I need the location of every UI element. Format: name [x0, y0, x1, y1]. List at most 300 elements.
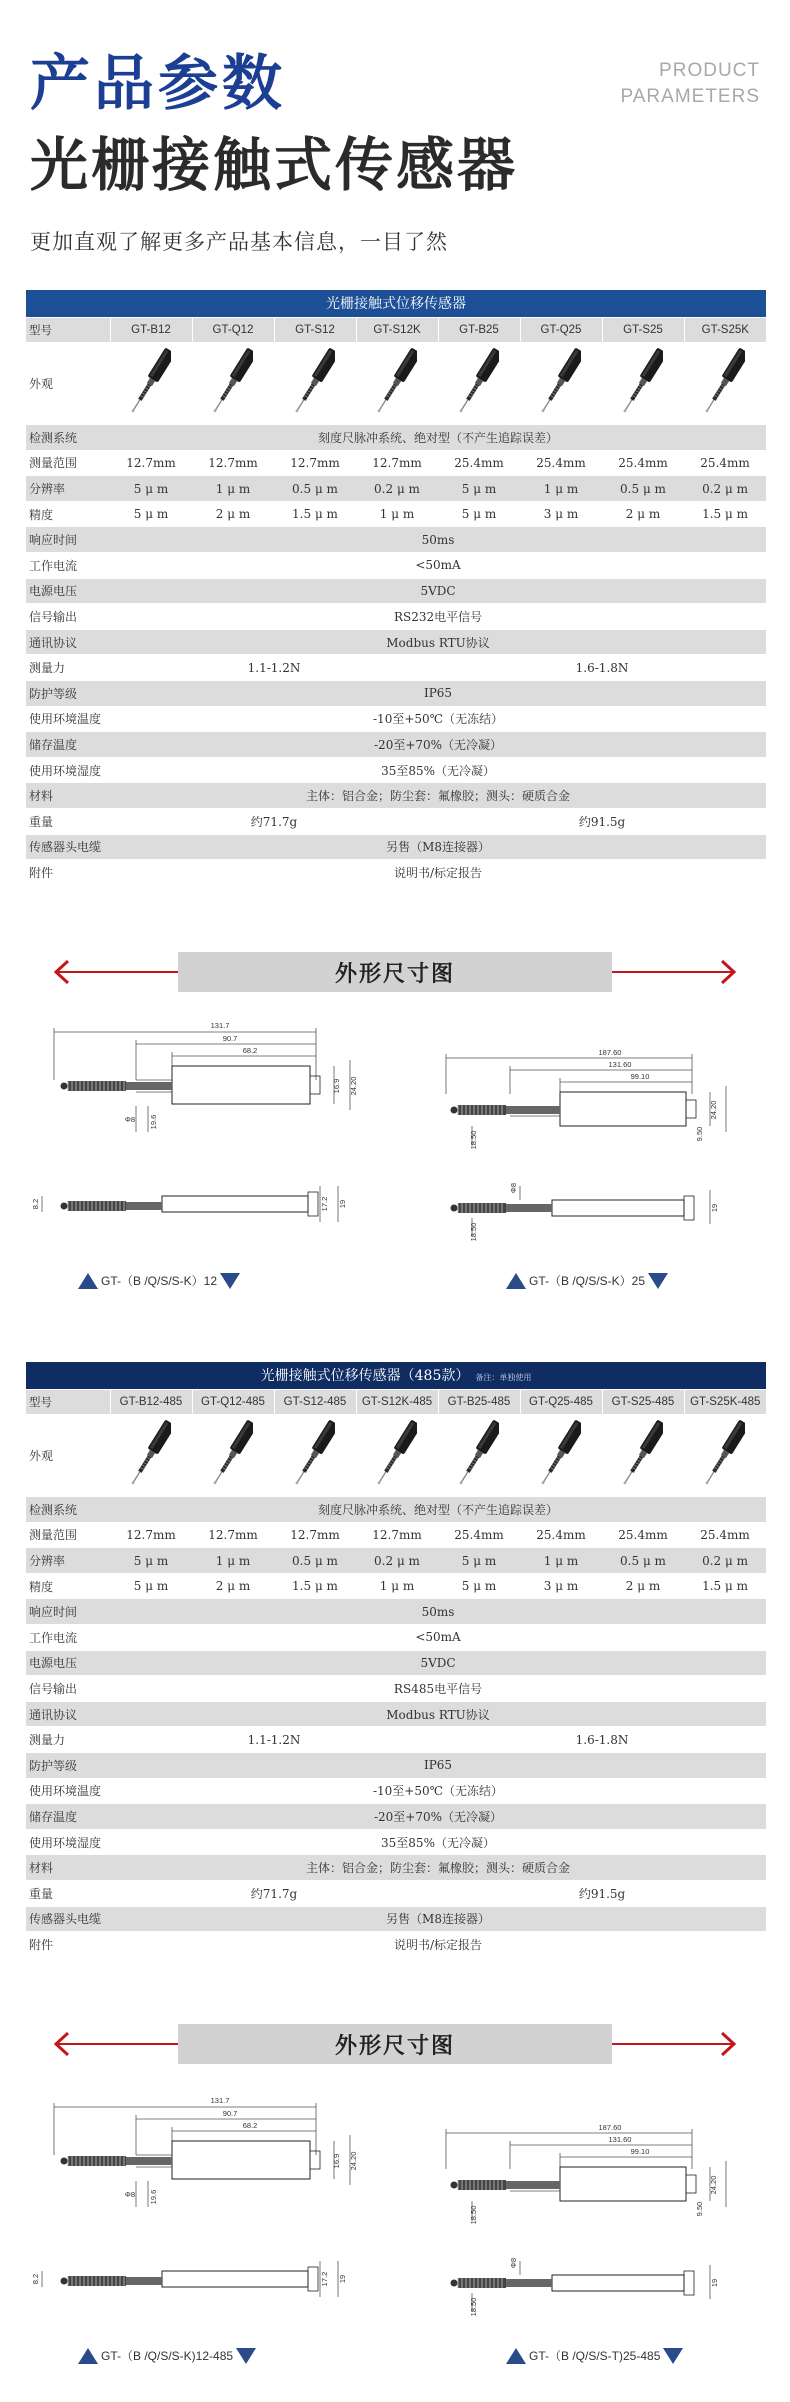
dim-length: 90.7: [222, 2109, 238, 2118]
model-name: GT-Q12: [192, 317, 274, 343]
row-label: 外观: [26, 343, 110, 425]
cell-value: 0.2 μ m: [356, 476, 438, 502]
sensor-photo: [541, 1415, 581, 1493]
row-label: 分辨率: [26, 476, 110, 502]
triangle-up-icon: [506, 1273, 526, 1289]
row-label: 型号: [26, 1389, 110, 1415]
dim-offset-lower: 18.50: [469, 1222, 478, 1242]
cell-value: 35至85%（无冷凝）: [110, 1829, 766, 1855]
cell-value: 1 μ m: [520, 476, 602, 502]
spec-model-row: [26, 1389, 766, 1415]
spec-title: 光栅接触式位移传感器: [326, 296, 467, 313]
cell-value: RS485电平信号: [110, 1676, 766, 1702]
dimension-banner-1: [0, 950, 790, 994]
cell-value-group-b: 1.6-1.8N: [438, 655, 766, 681]
row-label: 材料: [26, 1855, 110, 1881]
row-label: 测量力: [26, 655, 110, 681]
sensor-photo: [623, 1415, 663, 1493]
cell-value: 1.5 μ m: [684, 501, 766, 527]
spec-row-weight: [26, 1881, 766, 1907]
cell-value: 0.5 μ m: [602, 476, 684, 502]
cell-value: 50ms: [110, 527, 766, 553]
row-label: 防护等级: [26, 1753, 110, 1779]
dim-diameter: Φ8: [124, 2190, 136, 2199]
cell-value: <50mA: [110, 553, 766, 579]
dust-boot: [68, 2276, 126, 2286]
sensor-photo: [213, 1415, 253, 1493]
cell-value: 2 μ m: [192, 1573, 274, 1599]
dim-side-height: 17.2: [320, 1196, 329, 1212]
triangle-up-icon: [506, 2348, 526, 2364]
cell-value: Modbus RTU协议: [110, 629, 766, 655]
spec-row-ip: [26, 681, 766, 707]
cell-value: 2 μ m: [602, 501, 684, 527]
drawing-12mm: [20, 2085, 380, 2355]
spec-row-voltage: [26, 578, 766, 604]
spec-row-signal: [26, 1676, 766, 1702]
cell-value: 0.2 μ m: [684, 1548, 766, 1574]
row-label: 使用环境温度: [26, 1778, 110, 1804]
header-title-secondary: 光栅接触式传感器: [30, 131, 519, 199]
sensor-photo-cell: [684, 343, 766, 425]
cell-value: -20至+70%（无冷凝）: [110, 732, 766, 758]
row-label: 使用环境湿度: [26, 757, 110, 783]
sensor-photo-cell: [110, 343, 192, 425]
row-label: 储存温度: [26, 1804, 110, 1830]
sensor-photo-cell: [438, 1415, 520, 1497]
cell-value: -10至+50℃（无冻结）: [110, 706, 766, 732]
cell-value: 1 μ m: [192, 1548, 274, 1574]
drawing-25mm: [410, 2085, 770, 2355]
cell-value: 主体：铝合金；防尘套：氟橡胶；测头：硬质合金: [110, 783, 766, 809]
sensor-photo-cell: [192, 1415, 274, 1497]
sensor-photo-cell: [684, 1415, 766, 1497]
row-label: 传感器头电缆: [26, 834, 110, 860]
cell-value: 35至85%（无冷凝）: [110, 757, 766, 783]
spec-row-current: [26, 1625, 766, 1651]
header-subtitle: 更加直观了解更多产品基本信息，一目了然: [30, 230, 448, 254]
cell-value: 2 μ m: [602, 1573, 684, 1599]
sensor-photo-cell: [602, 1415, 684, 1497]
sensor-photo: [459, 343, 499, 421]
header-title-primary: 产品参数: [30, 49, 286, 119]
sensor-photo: [541, 343, 581, 421]
spec-row-range: [26, 450, 766, 476]
sensor-photo: [295, 343, 335, 421]
spec-row-material: [26, 1855, 766, 1881]
triangle-down-icon: [648, 1273, 668, 1289]
dim-height: 16.9: [332, 2153, 341, 2169]
cell-value-group-a: 1.1-1.2N: [110, 1727, 438, 1753]
triangle-down-icon: [220, 1273, 240, 1289]
model-name: GT-B12: [110, 317, 192, 343]
sensor-photo-cell: [274, 343, 356, 425]
row-label: 工作电流: [26, 1625, 110, 1651]
spec-row-range: [26, 1522, 766, 1548]
dim-length: 131.60: [608, 1060, 632, 1069]
dim-side-total: 19: [338, 2274, 347, 2284]
cell-value: 50ms: [110, 1599, 766, 1625]
header-english-line1: PRODUCT: [659, 60, 760, 81]
page-header: [0, 0, 790, 270]
dim-side-total: 19: [338, 1199, 347, 1209]
cell-value: 主体：铝合金；防尘套：氟橡胶；测头：硬质合金: [110, 1855, 766, 1881]
dim-total-height: 24.20: [349, 1076, 358, 1096]
cell-value: 25.4mm: [520, 450, 602, 476]
model-name: GT-S25-485: [602, 1389, 684, 1415]
spec-row-temp: [26, 706, 766, 732]
cell-value: 5 μ m: [110, 476, 192, 502]
model-name: GT-S12-485: [274, 1389, 356, 1415]
cell-value: 5VDC: [110, 578, 766, 604]
spec-row-humidity: [26, 1829, 766, 1855]
dim-side-height: 17.2: [320, 2271, 329, 2287]
dust-boot: [68, 1201, 126, 1211]
model-name: GT-Q25: [520, 317, 602, 343]
spec-row-temp: [26, 1778, 766, 1804]
cell-value: 2 μ m: [192, 501, 274, 527]
dim-probe-dia: 8.2: [31, 2273, 40, 2285]
model-name: GT-S12K-485: [356, 1389, 438, 1415]
spec-title-row: [26, 290, 766, 317]
dim-side-height: 19: [710, 2278, 719, 2288]
sensor-photo-cell: [438, 343, 520, 425]
row-label: 重量: [26, 809, 110, 835]
sensor-photo-cell: [356, 1415, 438, 1497]
dim-edge: 9.50: [695, 2201, 704, 2217]
spec-title: 光栅接触式位移传感器（485款）: [260, 1368, 470, 1385]
model-name: GT-S12: [274, 317, 356, 343]
dim-diameter: Φ8: [509, 2257, 518, 2269]
model-name: GT-S25K: [684, 317, 766, 343]
row-label: 使用环境温度: [26, 706, 110, 732]
dust-boot: [68, 2156, 126, 2166]
spec-row-accuracy: [26, 501, 766, 527]
spec-row-force: [26, 1727, 766, 1753]
spec-row-weight: [26, 809, 766, 835]
dim-body-length: 99.10: [630, 1072, 650, 1081]
row-label: 测量范围: [26, 450, 110, 476]
row-label: 重量: [26, 1881, 110, 1907]
row-label: 信号输出: [26, 604, 110, 630]
cell-value: 另售（M8连接器）: [110, 1906, 766, 1932]
spec-row-cable: [26, 834, 766, 860]
model-name: GT-S12K: [356, 317, 438, 343]
sensor-photo: [377, 343, 417, 421]
dim-offset: 18.50: [469, 2205, 478, 2225]
spec-table: [26, 1362, 766, 1958]
cell-value: 1.5 μ m: [274, 1573, 356, 1599]
spec-row-storage: [26, 1804, 766, 1830]
probe-tip: [61, 1203, 68, 1210]
probe-tip: [451, 2182, 458, 2189]
cell-value: 5VDC: [110, 1650, 766, 1676]
dim-length: 131.60: [608, 2135, 632, 2144]
cell-value: 另售（M8连接器）: [110, 834, 766, 860]
dim-offset: 18.50: [469, 1130, 478, 1150]
row-label: 防护等级: [26, 681, 110, 707]
dim-body-length: 68.2: [242, 1046, 258, 1055]
cell-value: 5 μ m: [438, 476, 520, 502]
row-label: 附件: [26, 1932, 110, 1958]
probe-tip: [61, 2158, 68, 2165]
row-label: 型号: [26, 317, 110, 343]
model-name: GT-B25-485: [438, 1389, 520, 1415]
spec-row-storage: [26, 732, 766, 758]
spec-appearance-row: [26, 343, 766, 425]
cell-value: 1 μ m: [192, 476, 274, 502]
spec-appearance-row: [26, 1415, 766, 1497]
sensor-photo: [623, 343, 663, 421]
sensor-photo: [213, 343, 253, 421]
triangle-down-icon: [663, 2348, 683, 2364]
sensor-photo-cell: [520, 343, 602, 425]
cell-value: 12.7mm: [274, 1522, 356, 1548]
spec-row-detect: [26, 1497, 766, 1523]
cell-value-group-b: 约91.5g: [438, 1881, 766, 1907]
spec-row-response: [26, 1599, 766, 1625]
banner-line-left: [58, 971, 178, 973]
cell-value: <50mA: [110, 1625, 766, 1651]
cell-value: 5 μ m: [438, 1573, 520, 1599]
dim-total-height: 24.20: [709, 1100, 718, 1120]
cell-value: 5 μ m: [438, 1548, 520, 1574]
row-label: 信号输出: [26, 1676, 110, 1702]
probe-tip: [451, 2280, 458, 2287]
spec-model-row: [26, 317, 766, 343]
row-label: 电源电压: [26, 578, 110, 604]
cell-value-group-b: 1.6-1.8N: [438, 1727, 766, 1753]
spec-row-accessory: [26, 860, 766, 886]
dim-diameter: Φ8: [124, 1115, 136, 1124]
cell-value: 25.4mm: [602, 1522, 684, 1548]
cell-value: 3 μ m: [520, 1573, 602, 1599]
cell-value: 0.5 μ m: [274, 1548, 356, 1574]
dimension-banner-2: [0, 2022, 790, 2066]
triangle-up-icon: [78, 1273, 98, 1289]
dim-overall-length: 131.7: [210, 1021, 230, 1030]
sensor-photo-cell: [274, 1415, 356, 1497]
row-label: 响应时间: [26, 527, 110, 553]
chevron-right-icon: [714, 958, 742, 986]
sensor-photo: [377, 1415, 417, 1493]
drawing-caption-text: GT-（B /Q/S/S-K）25: [529, 1274, 646, 1288]
sensor-photo: [295, 1415, 335, 1493]
row-label: 附件: [26, 860, 110, 886]
model-name: GT-B25: [438, 317, 520, 343]
chevron-right-icon: [714, 2030, 742, 2058]
spec-row-protocol: [26, 629, 766, 655]
spec-row-material: [26, 783, 766, 809]
model-name: GT-S25: [602, 317, 684, 343]
drawing-caption: [506, 2347, 683, 2364]
cell-value: 3 μ m: [520, 501, 602, 527]
row-label: 通讯协议: [26, 629, 110, 655]
cell-value: 5 μ m: [110, 1573, 192, 1599]
probe-tip: [61, 1083, 68, 1090]
spec-row-accuracy: [26, 1573, 766, 1599]
sensor-photo: [131, 343, 171, 421]
dust-boot: [68, 1081, 126, 1091]
row-label: 材料: [26, 783, 110, 809]
banner-title: 外形尺寸图: [178, 2024, 612, 2064]
row-label: 响应时间: [26, 1599, 110, 1625]
row-label: 检测系统: [26, 425, 110, 451]
dim-side-height: 19: [710, 1203, 719, 1213]
drawing-caption: [78, 1272, 240, 1289]
row-label: 传感器头电缆: [26, 1906, 110, 1932]
drawing-caption-text: GT-（B /Q/S/S-K）12: [101, 1274, 218, 1288]
drawing-25mm: [410, 1010, 770, 1280]
spec-row-humidity: [26, 757, 766, 783]
row-label: 外观: [26, 1415, 110, 1497]
probe-tip: [61, 2278, 68, 2285]
dim-overall-length: 187.60: [598, 2123, 622, 2132]
cell-value: 25.4mm: [520, 1522, 602, 1548]
drawing-caption: [506, 1272, 668, 1289]
cell-value: IP65: [110, 681, 766, 707]
cell-value: 1 μ m: [356, 1573, 438, 1599]
cell-value-group-b: 约91.5g: [438, 809, 766, 835]
spec-row-resolution: [26, 476, 766, 502]
spec-table-1: [26, 290, 766, 886]
cell-value-group-a: 约71.7g: [110, 809, 438, 835]
cell-value: 25.4mm: [684, 450, 766, 476]
cell-value: 1 μ m: [356, 501, 438, 527]
cell-value: 1 μ m: [520, 1548, 602, 1574]
sensor-photo-cell: [520, 1415, 602, 1497]
cell-value: 25.4mm: [602, 450, 684, 476]
probe-tip: [451, 1107, 458, 1114]
model-name: GT-B12-485: [110, 1389, 192, 1415]
row-label: 检测系统: [26, 1497, 110, 1523]
cell-value: 说明书/标定报告: [110, 860, 766, 886]
spec-note: 备注：单独使用: [475, 1373, 532, 1383]
dimension-drawings-2: [0, 2085, 790, 2385]
probe-tip: [451, 1205, 458, 1212]
cell-value-group-a: 1.1-1.2N: [110, 655, 438, 681]
triangle-down-icon: [236, 2348, 256, 2364]
row-label: 电源电压: [26, 1650, 110, 1676]
dim-total-height: 24.20: [349, 2151, 358, 2171]
row-label: 储存温度: [26, 732, 110, 758]
dim-probe-dia: 8.2: [31, 1198, 40, 1210]
cell-value: 1.5 μ m: [274, 501, 356, 527]
dimension-drawings-1: [0, 1010, 790, 1310]
cell-value: 0.2 μ m: [356, 1548, 438, 1574]
banner-line-left: [58, 2043, 178, 2045]
spec-row-current: [26, 553, 766, 579]
dim-edge: 9.50: [695, 1126, 704, 1142]
row-label: 精度: [26, 1573, 110, 1599]
triangle-up-icon: [78, 2348, 98, 2364]
sensor-photo-cell: [356, 343, 438, 425]
dim-diameter: Φ8: [509, 1182, 518, 1194]
cell-value: 刻度尺脉冲系统、绝对型（不产生追踪误差）: [110, 425, 766, 451]
sensor-photo: [131, 1415, 171, 1493]
cell-value: 刻度尺脉冲系统、绝对型（不产生追踪误差）: [110, 1497, 766, 1523]
cell-value: 12.7mm: [110, 450, 192, 476]
cell-value: 25.4mm: [684, 1522, 766, 1548]
sensor-photo: [705, 343, 745, 421]
spec-row-protocol: [26, 1701, 766, 1727]
dim-body-length: 68.2: [242, 2121, 258, 2130]
dim-total-height: 24.20: [709, 2175, 718, 2195]
dim-length: 90.7: [222, 1034, 238, 1043]
header-english: [620, 58, 760, 110]
drawing-caption-text: GT-（B /Q/S/S-K)12-485: [101, 2349, 234, 2363]
cell-value: -10至+50℃（无冻结）: [110, 1778, 766, 1804]
cell-value: IP65: [110, 1753, 766, 1779]
cell-value: 12.7mm: [356, 1522, 438, 1548]
model-name: GT-Q12-485: [192, 1389, 274, 1415]
sensor-photo: [705, 1415, 745, 1493]
cell-value: 12.7mm: [192, 450, 274, 476]
dim-overall-length: 187.60: [598, 1048, 622, 1057]
dim-overall-length: 131.7: [210, 2096, 230, 2105]
spec-row-force: [26, 655, 766, 681]
spec-row-resolution: [26, 1548, 766, 1574]
spec-row-cable: [26, 1906, 766, 1932]
spec-table: [26, 290, 766, 886]
cell-value: RS232电平信号: [110, 604, 766, 630]
row-label: 测量范围: [26, 1522, 110, 1548]
banner-title: 外形尺寸图: [178, 952, 612, 992]
cell-value-group-a: 约71.7g: [110, 1881, 438, 1907]
dim-height: 16.9: [332, 1078, 341, 1094]
cell-value: 12.7mm: [274, 450, 356, 476]
row-label: 测量力: [26, 1727, 110, 1753]
drawing-caption: [78, 2347, 256, 2364]
row-label: 精度: [26, 501, 110, 527]
cell-value: 12.7mm: [110, 1522, 192, 1548]
drawing-12mm: [20, 1010, 380, 1280]
cell-value: 1.5 μ m: [684, 1573, 766, 1599]
spec-row-ip: [26, 1753, 766, 1779]
row-label: 分辨率: [26, 1548, 110, 1574]
sensor-photo-cell: [602, 343, 684, 425]
dim-offset: 19.6: [149, 2189, 158, 2205]
cell-value: 说明书/标定报告: [110, 1932, 766, 1958]
cell-value: Modbus RTU协议: [110, 1701, 766, 1727]
header-english-line2: PARAMETERS: [620, 86, 760, 107]
sensor-photo-cell: [110, 1415, 192, 1497]
dim-body-length: 99.10: [630, 2147, 650, 2156]
cell-value: 12.7mm: [192, 1522, 274, 1548]
cell-value: 5 μ m: [438, 501, 520, 527]
row-label: 使用环境湿度: [26, 1829, 110, 1855]
spec-row-voltage: [26, 1650, 766, 1676]
row-label: 工作电流: [26, 553, 110, 579]
spec-row-response: [26, 527, 766, 553]
spec-title-row: [26, 1362, 766, 1389]
sensor-photo-cell: [192, 343, 274, 425]
cell-value: 5 μ m: [110, 501, 192, 527]
cell-value: 0.5 μ m: [602, 1548, 684, 1574]
cell-value: 12.7mm: [356, 450, 438, 476]
spec-row-accessory: [26, 1932, 766, 1958]
dim-offset: 19.6: [149, 1114, 158, 1130]
cell-value: 0.2 μ m: [684, 476, 766, 502]
cell-value: 25.4mm: [438, 450, 520, 476]
model-name: GT-S25K-485: [684, 1389, 766, 1415]
cell-value: 5 μ m: [110, 1548, 192, 1574]
row-label: 通讯协议: [26, 1701, 110, 1727]
spec-row-signal: [26, 604, 766, 630]
drawing-caption-text: GT-（B /Q/S/S-T)25-485: [529, 2349, 661, 2363]
cell-value: -20至+70%（无冷凝）: [110, 1804, 766, 1830]
sensor-photo: [459, 1415, 499, 1493]
